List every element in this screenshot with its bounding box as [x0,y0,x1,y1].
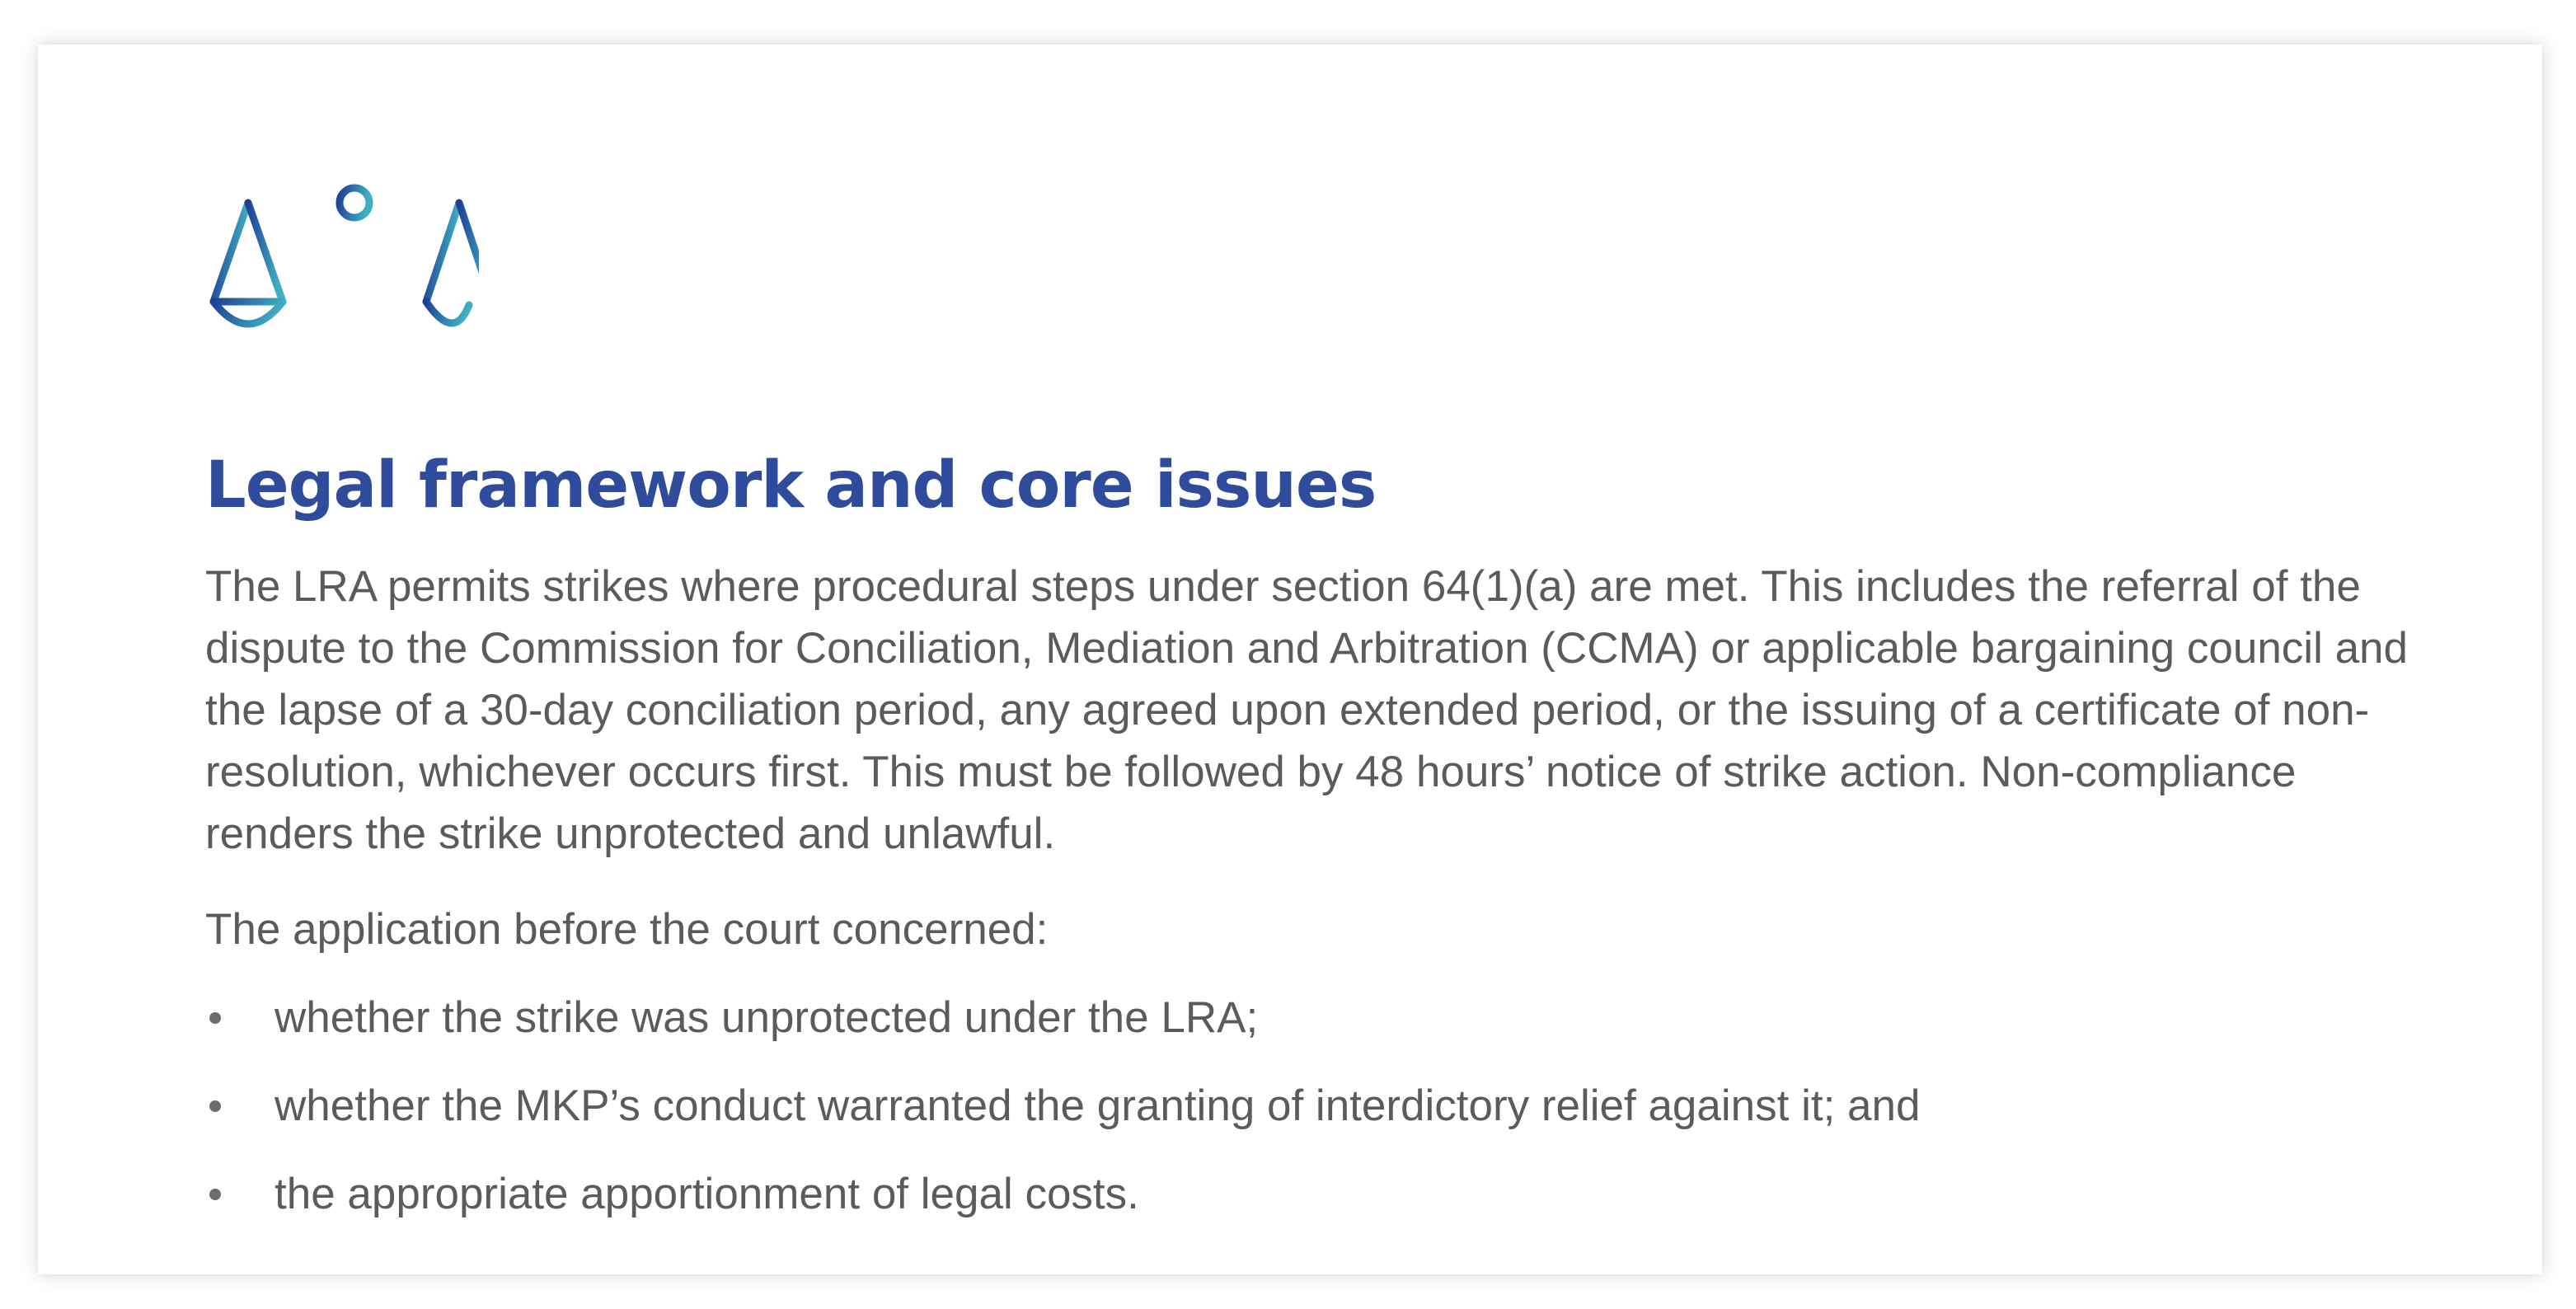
list-item-text: whether the strike was unprotected under the LRA; [274,993,1259,1042]
list-item-text: the appropriate apportionment of legal costs. [274,1170,1139,1218]
section-title: Legal framework and core issues [205,448,1377,523]
list-item [205,1075,2431,1163]
body-paragraph: The LRA permits strikes where procedural steps under section 64(1)(a) are met. This includes the referral of the dispute to the Commission for Conciliation, Mediation and Arbitration (CCMA) or applicable bargaining council and the lapse of a 30-day conciliation period, any agreed upon extended period, or the issuing of a certificate of non-resolution, whichever occurs first. This must be followed by 48 hours’ notice of strike action. Non-compliance renders the strike unprotected and unlawful. [205,562,2408,858]
list-item [205,1163,2431,1251]
issues-list [205,987,2431,1251]
intro-paragraph: The application before the court concerned: [205,905,1049,954]
scales-of-justice-icon [207,140,479,404]
list-item-text: whether the MKP’s conduct warranted the granting of interdictory relief against it; and [274,1081,1921,1130]
bullet-icon [209,1012,221,1024]
list-item [205,987,2431,1075]
bullet-icon [209,1100,221,1112]
content-card [38,45,2542,1274]
bullet-icon [209,1189,221,1200]
